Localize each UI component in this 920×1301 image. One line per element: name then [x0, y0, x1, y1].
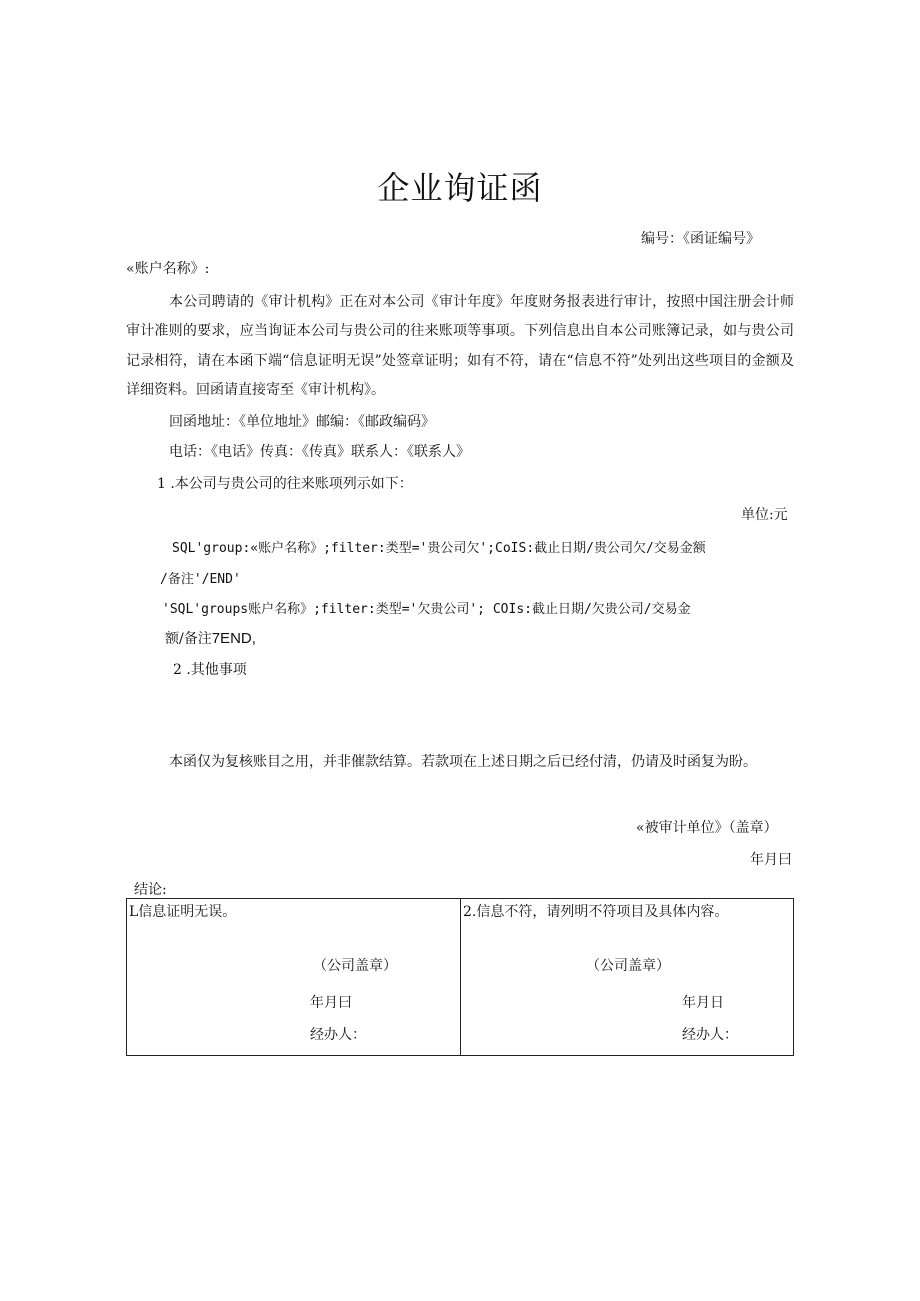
reply-address: 回函地址：《单位地址》邮编：《邮政编码》: [169, 414, 435, 430]
notice-text: 本函仅为复核账目之用，并非催款结算。若款项在上述日期之后已经付清，仍请及时函复为盼。: [169, 754, 757, 770]
confirm-correct-handler: 经办人：: [310, 1027, 366, 1043]
conclusion-label: 结论:: [134, 882, 167, 898]
confirm-correct-stamp: （公司盖章）: [313, 958, 397, 974]
unit-label: 单位:元: [741, 507, 788, 523]
audited-unit-stamp: «被审计单位》（盖章）: [636, 820, 778, 836]
sql-template-2-text: 额/备注: [165, 631, 212, 647]
sql-template-2-line-2: [165, 628, 256, 649]
conclusion-table: [126, 898, 794, 1056]
contact-line: 电话：《电话》传真：《传真》联系人：《联系人》: [169, 444, 470, 460]
sql-template-2-end: 7END,: [211, 630, 256, 647]
page-title: 企业询证函: [377, 169, 543, 207]
confirm-correct-heading: L信息证明无误。: [129, 904, 237, 920]
sql-template-1-line-2: /备注'/END': [160, 572, 241, 587]
sql-template-2-line-1: 'SQL'groups账户名称》;filter:类型='欠贵公司'; COIs:截止日期/欠贵公司/交易金: [162, 602, 691, 617]
confirm-correct-cell: [127, 899, 461, 1056]
item-1-heading: 1 .本公司与贵公司的往来账项列示如下：: [157, 476, 413, 492]
letter-number: 编号：《函证编号》: [641, 231, 760, 247]
confirm-mismatch-heading: 2.信息不符，请列明不符项目及具体内容。: [463, 904, 729, 920]
item-2-heading: 2 .其他事项: [173, 662, 247, 678]
addressee: «账户名称》:: [126, 261, 210, 277]
confirm-correct-date: 年月曰: [310, 995, 352, 1011]
confirm-mismatch-handler: 经办人：: [682, 1027, 738, 1043]
confirm-mismatch-stamp: （公司盖章）: [586, 958, 670, 974]
body-paragraph: 本公司聘请的《审计机构》正在对本公司《审计年度》年度财务报表进行审计，按照中国注册会计师审计准则的要求，应当询证本公司与贵公司的往来账项等事项。下列信息出自本公司账簿记录，如与贵公司记录相符，请在本函下端“信息证明无误”处签章证明；如有不符，请在“信息不符”处列出这些项目的金额及详细资料。回函请直接寄至《审计机构》。: [126, 294, 794, 398]
signature-date: 年月曰: [750, 852, 792, 868]
sql-template-1-line-1: SQL'group:«账户名称》;filter:类型='贵公司欠';CoIS:截止日期/贵公司欠/交易金额: [172, 541, 706, 556]
confirm-mismatch-date: 年月日: [682, 995, 724, 1011]
confirm-mismatch-cell: [461, 899, 794, 1056]
